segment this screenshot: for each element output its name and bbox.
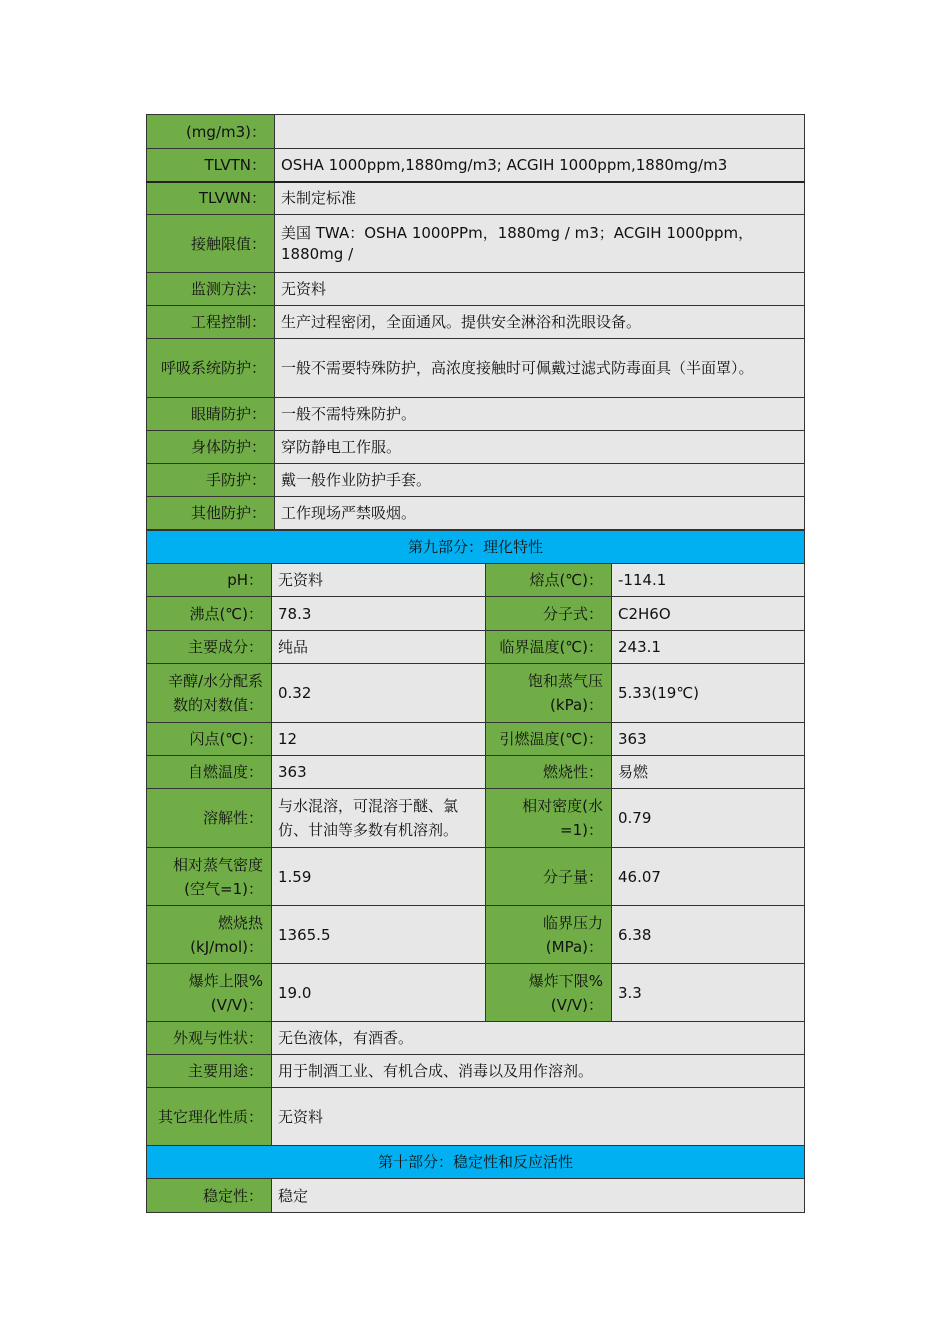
row-value: 生产过程密闭，全面通风。提供安全淋浴和洗眼设备。 xyxy=(275,306,805,339)
row-label: TLVWN： xyxy=(147,182,275,215)
row-value: 一般不需要特殊防护，高浓度接触时可佩戴过滤式防毒面具（半面罩）。 xyxy=(275,339,805,398)
row-value: 戴一般作业防护手套。 xyxy=(275,464,805,497)
row-value xyxy=(275,115,805,149)
row-label: 眼睛防护： xyxy=(147,398,275,431)
prop-value: 243.1 xyxy=(612,631,805,664)
row-value: 无资料 xyxy=(275,273,805,306)
prop-label: 分子式： xyxy=(486,597,612,631)
prop-label: 辛醇/水分配系数的对数值： xyxy=(147,664,272,723)
row-value: 工作现场严禁吸烟。 xyxy=(275,497,805,530)
prop-label: 相对蒸气密度(空气=1)： xyxy=(147,848,272,906)
prop-label: 溶解性： xyxy=(147,789,272,848)
prop-label: 沸点(℃)： xyxy=(147,597,272,631)
prop-label: 燃烧性： xyxy=(486,756,612,789)
prop-value: 稳定 xyxy=(272,1179,805,1213)
row-label: 手防护： xyxy=(147,464,275,497)
prop-value: 3.3 xyxy=(612,964,805,1022)
prop-value: 纯品 xyxy=(272,631,486,664)
prop-value: -114.1 xyxy=(612,564,805,597)
prop-value: 6.38 xyxy=(612,906,805,964)
prop-label: 稳定性： xyxy=(147,1179,272,1213)
prop-value: 5.33(19℃) xyxy=(612,664,805,723)
prop-label: pH： xyxy=(147,564,272,597)
prop-label: 分子量： xyxy=(486,848,612,906)
section-9-title: 第九部分：理化特性 xyxy=(147,531,805,564)
row-value: 美国 TWA：OSHA 1000PPm，1880mg / m3；ACGIH 1000ppm，1880mg / xyxy=(275,215,805,273)
row-label: (mg/m3)： xyxy=(147,115,275,149)
row-value: 穿防静电工作服。 xyxy=(275,431,805,464)
prop-value: 0.32 xyxy=(272,664,486,723)
prop-value: 46.07 xyxy=(612,848,805,906)
prop-label: 外观与性状： xyxy=(147,1022,272,1055)
prop-label: 饱和蒸气压(kPa)： xyxy=(486,664,612,723)
prop-value: 0.79 xyxy=(612,789,805,848)
row-label: 其他防护： xyxy=(147,497,275,530)
prop-value: 1.59 xyxy=(272,848,486,906)
row-value: OSHA 1000ppm,1880mg/m3; ACGIH 1000ppm,1880mg/m3 xyxy=(275,149,805,182)
prop-value: 1365.5 xyxy=(272,906,486,964)
prop-value: 无资料 xyxy=(272,1088,805,1146)
prop-label: 自燃温度： xyxy=(147,756,272,789)
section-10-title: 第十部分：稳定性和反应活性 xyxy=(147,1146,805,1179)
prop-label: 燃烧热(kJ/mol)： xyxy=(147,906,272,964)
row-label: 呼吸系统防护： xyxy=(147,339,275,398)
prop-value: 无色液体，有酒香。 xyxy=(272,1022,805,1055)
prop-label: 相对密度(水=1)： xyxy=(486,789,612,848)
prop-label: 爆炸上限%(V/V)： xyxy=(147,964,272,1022)
properties-table xyxy=(146,530,805,1213)
prop-value: 易燃 xyxy=(612,756,805,789)
prop-value: 用于制酒工业、有机合成、消毒以及用作溶剂。 xyxy=(272,1055,805,1088)
msds-sheet xyxy=(146,114,804,1213)
prop-label: 主要成分： xyxy=(147,631,272,664)
prop-label: 引燃温度(℃)： xyxy=(486,723,612,756)
row-label: TLVTN： xyxy=(147,149,275,182)
row-value: 一般不需特殊防护。 xyxy=(275,398,805,431)
prop-value: 363 xyxy=(272,756,486,789)
prop-value: 12 xyxy=(272,723,486,756)
prop-label: 临界温度(℃)： xyxy=(486,631,612,664)
prop-label: 闪点(℃)： xyxy=(147,723,272,756)
prop-label: 其它理化性质： xyxy=(147,1088,272,1146)
row-label: 工程控制： xyxy=(147,306,275,339)
exposure-table xyxy=(146,114,805,530)
row-value: 未制定标准 xyxy=(275,182,805,215)
prop-value: 与水混溶，可混溶于醚、氯仿、甘油等多数有机溶剂。 xyxy=(272,789,486,848)
prop-value: 无资料 xyxy=(272,564,486,597)
row-label: 身体防护： xyxy=(147,431,275,464)
prop-label: 临界压力(MPa)： xyxy=(486,906,612,964)
prop-label: 爆炸下限%(V/V)： xyxy=(486,964,612,1022)
prop-value: 78.3 xyxy=(272,597,486,631)
prop-value: 19.0 xyxy=(272,964,486,1022)
prop-value: C2H6O xyxy=(612,597,805,631)
prop-label: 熔点(℃)： xyxy=(486,564,612,597)
prop-label: 主要用途： xyxy=(147,1055,272,1088)
row-label: 接触限值： xyxy=(147,215,275,273)
row-label: 监测方法： xyxy=(147,273,275,306)
prop-value: 363 xyxy=(612,723,805,756)
